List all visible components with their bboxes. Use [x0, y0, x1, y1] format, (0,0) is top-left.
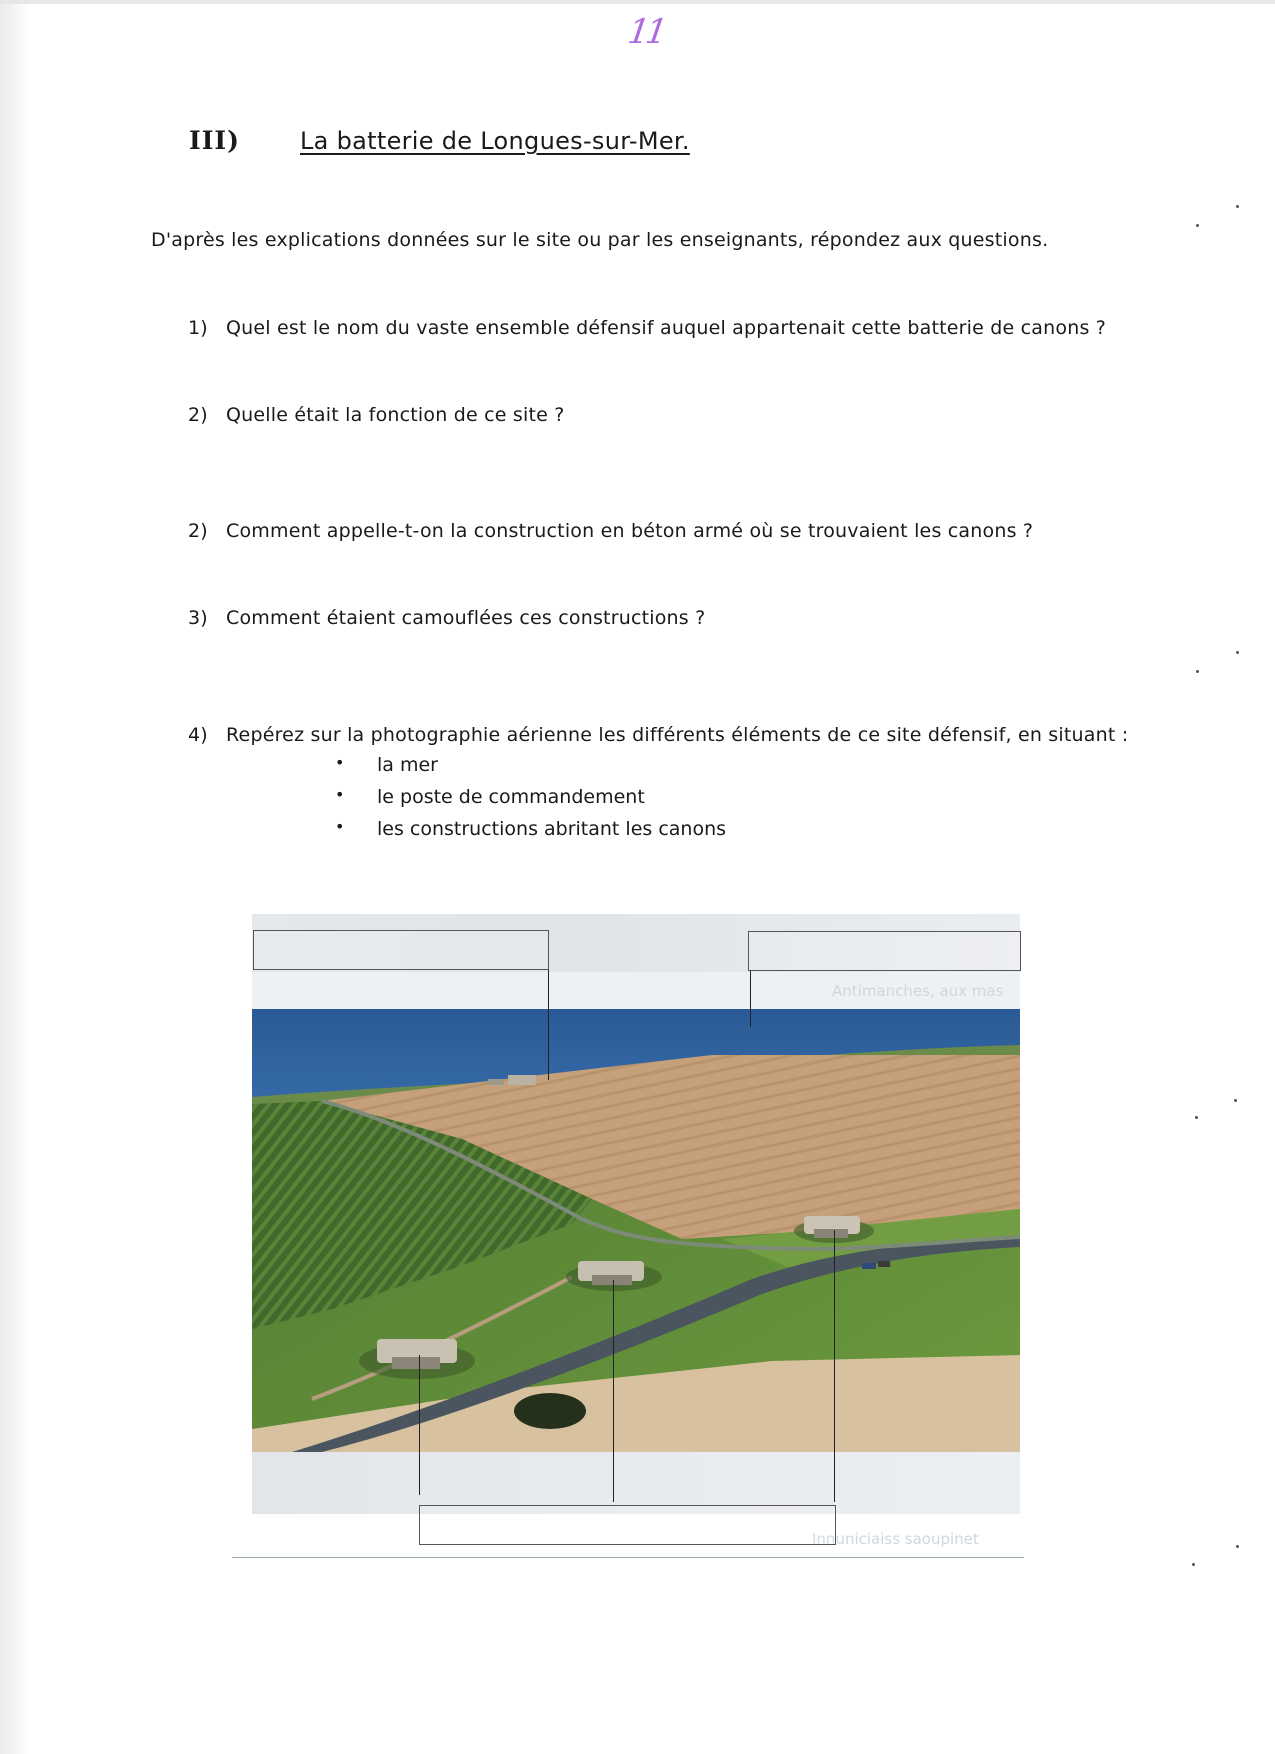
scan-speck	[1236, 205, 1239, 208]
scan-speck	[1234, 1099, 1237, 1102]
parked-car	[878, 1261, 890, 1267]
page-number: 11	[625, 12, 667, 52]
leader-line	[834, 1230, 835, 1502]
question-number: 3)	[188, 607, 208, 629]
section-title: La batterie de Longues-sur-Mer.	[300, 127, 690, 155]
label-box-top-left[interactable]	[253, 930, 549, 970]
faded-caption-bottom: Innuniciaiss saoupinet	[812, 1530, 979, 1548]
scan-speck	[1236, 651, 1239, 654]
question-1	[188, 317, 1106, 339]
leader-line	[548, 970, 549, 1080]
scan-speck	[1192, 1563, 1195, 1566]
aerial-photo	[252, 1009, 1020, 1452]
question-text: Repérez sur la photographie aérienne les différents éléments de ce site défensif, en situant :	[226, 724, 1129, 746]
faded-caption-top: Antimanches, aux mas	[832, 982, 1004, 1000]
question-2b	[188, 520, 1033, 542]
tree-clump	[514, 1393, 586, 1429]
bullet-item: • les constructions abritant les canons	[335, 818, 726, 850]
label-box-bottom[interactable]	[419, 1505, 836, 1545]
question-number: 2)	[188, 404, 208, 426]
leader-line	[750, 971, 751, 1027]
scan-speck	[1195, 1116, 1198, 1119]
question-text: Comment étaient camouflées ces constructions ?	[226, 607, 706, 629]
bullet-item: • le poste de commandement	[335, 786, 726, 818]
question-number: 2)	[188, 520, 208, 542]
figure-base-line	[232, 1557, 1024, 1558]
aerial-photo-drawing	[252, 1009, 1020, 1452]
question-text: Comment appelle-t-on la construction en béton armé où se trouvaient les canons ?	[226, 520, 1034, 542]
leader-line	[419, 1355, 420, 1495]
question-text: Quelle était la fonction de ce site ?	[226, 404, 565, 426]
question-3	[188, 607, 705, 629]
scan-speck	[1196, 224, 1199, 227]
question-number: 1)	[188, 317, 208, 339]
parked-car	[862, 1263, 876, 1269]
question-text: Quel est le nom du vaste ensemble défensif auquel appartenait cette batterie de canons ?	[226, 317, 1107, 339]
question-2	[188, 404, 565, 426]
intro-text: D'après les explications données sur le site ou par les enseignants, répondez aux questions.	[151, 229, 1049, 251]
label-box-top-right[interactable]	[748, 931, 1021, 971]
scan-edge-top	[0, 0, 1275, 4]
bullet-list	[335, 754, 726, 850]
section-number: III)	[189, 126, 240, 155]
scan-speck	[1196, 670, 1199, 673]
leader-line	[613, 1280, 614, 1502]
question-number: 4)	[188, 724, 208, 746]
bullet-item: • la mer	[335, 754, 726, 786]
scan-edge	[0, 0, 30, 1754]
scan-speck	[1236, 1545, 1239, 1548]
question-4	[188, 724, 1128, 746]
